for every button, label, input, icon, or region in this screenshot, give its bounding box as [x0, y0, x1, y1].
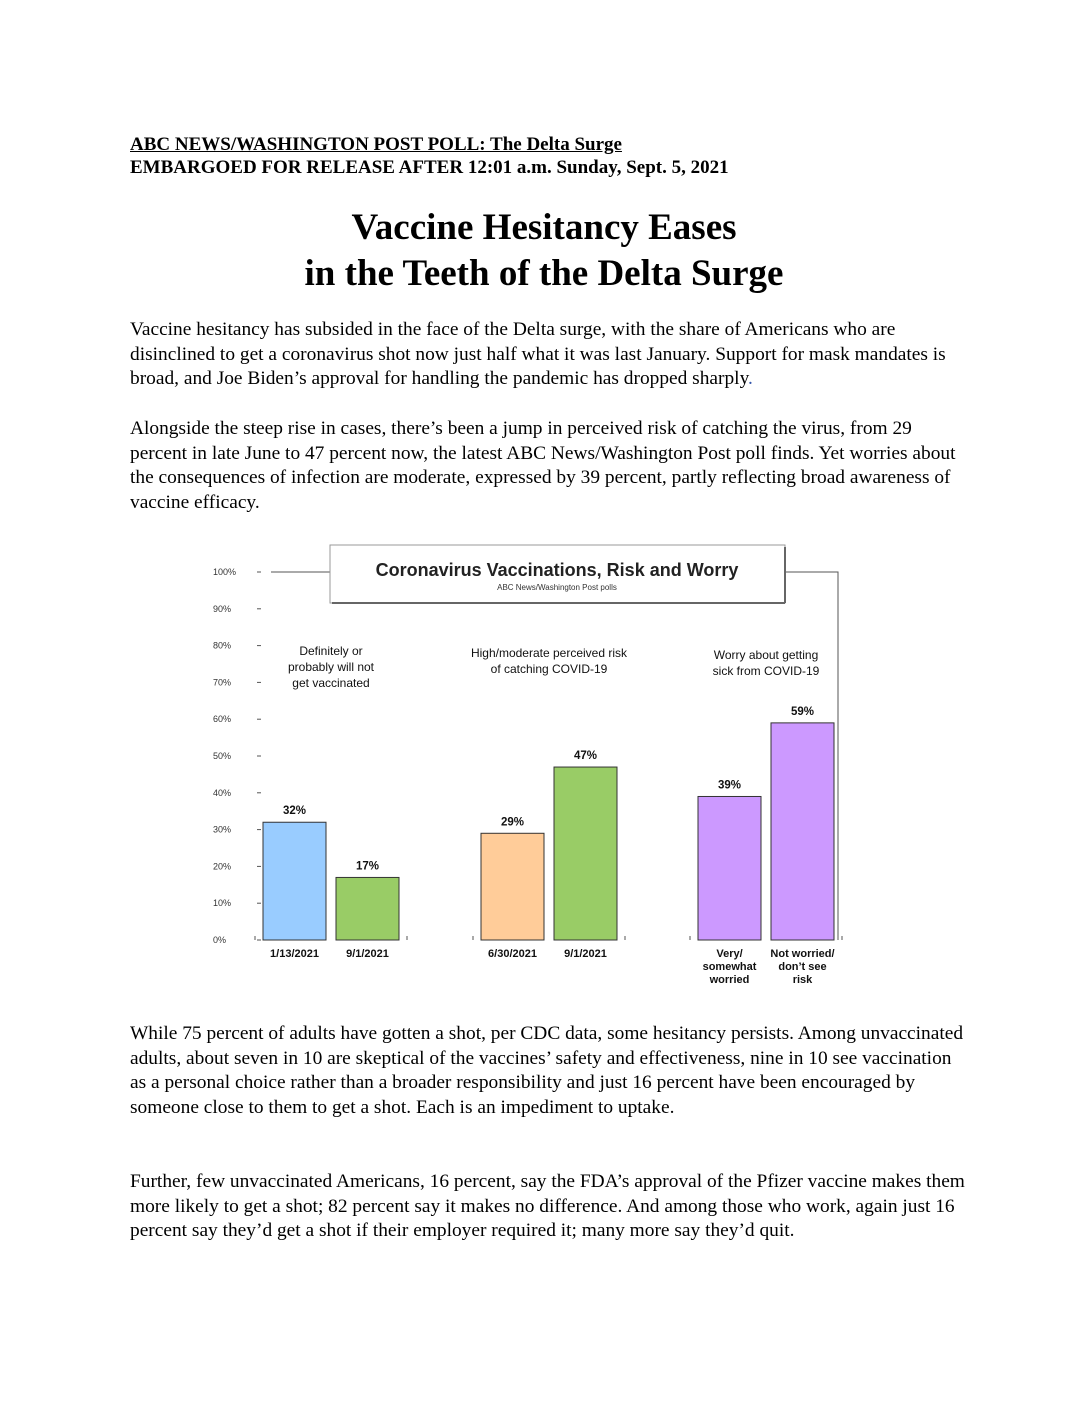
x-category-label: 6/30/2021	[488, 948, 537, 960]
y-tick-label: 20%	[213, 861, 232, 872]
group-label: Definitely or	[299, 644, 363, 658]
paragraph-1-text: Vaccine hesitancy has subsided in the face of the Delta surge, with the share of Americans who are disinclined to get a coronavirus shot now just half what it was last January. Support for mask mandates is broad, and Joe Biden’s approval for handling the pandemic has dropped sharply	[130, 319, 946, 390]
x-category-label: don’t see	[778, 961, 827, 973]
group-label: of catching COVID-19	[490, 662, 608, 676]
embargo-notice: EMBARGOED FOR RELEASE AFTER 12:01 a.m. Sunday, Sept. 5, 2021	[130, 157, 729, 178]
paragraph-1-end: .	[748, 368, 753, 390]
x-category-label: 9/1/2021	[564, 948, 607, 960]
bar-value-label: 29%	[500, 816, 525, 829]
x-category-label: 1/13/2021	[270, 948, 319, 960]
x-category-label: Not worried/	[770, 948, 835, 960]
y-tick-label: 100%	[213, 567, 237, 577]
group-label: get vaccinated	[292, 676, 370, 690]
paragraph-4: Further, few unvaccinated Americans, 16 percent, say the FDA’s approval of the Pfizer vaccine makes them more likely to get a shot; 82 percent say it makes no difference. And among those who work, again just 16 percent say they’d get a shot if their employer required it; many more say they’d quit.	[130, 1171, 965, 1242]
y-tick-label: 80%	[213, 640, 232, 651]
poll-name: ABC NEWS/WASHINGTON POST POLL: The Delta Surge	[130, 134, 622, 155]
group-label: High/moderate perceived risk	[470, 646, 628, 660]
group-label: sick from COVID-19	[712, 664, 820, 678]
bar	[698, 796, 761, 940]
bar-value-label: 39%	[717, 779, 742, 792]
bar	[554, 767, 617, 940]
y-tick-label: 60%	[213, 714, 232, 725]
y-tick-label: 10%	[213, 898, 232, 909]
bar-value-label: 47%	[573, 750, 598, 763]
release-header	[130, 133, 729, 179]
bar-value-label: 17%	[355, 860, 380, 873]
headline-line-2: in the Teeth of the Delta Surge	[304, 253, 784, 294]
chart-title: Coronavirus Vaccinations, Risk and Worry	[375, 560, 739, 580]
y-tick-label: 0%	[213, 935, 227, 945]
paragraph-3: While 75 percent of adults have gotten a shot, per CDC data, some hesitancy persists. Among unvaccinated adults, about seven in 10 are skeptical of the vaccines’ safety and effectiveness, nine in 10 see vaccination as a personal choice rather than a broader responsibility and just 16 percent have been encouraged by someone close to them to get a shot. Each is an impediment to uptake.	[130, 1023, 964, 1118]
x-category-label: Very/	[716, 948, 743, 960]
x-category-label: somewhat	[702, 961, 757, 973]
y-tick-label: 50%	[213, 751, 232, 761]
x-category-label: worried	[709, 974, 750, 986]
x-category-label: risk	[792, 974, 813, 986]
y-tick-label: 70%	[213, 677, 232, 688]
group-label: probably will not	[287, 660, 375, 674]
y-tick-label: 30%	[213, 824, 232, 835]
paragraph-2: Alongside the steep rise in cases, there’s been a jump in perceived risk of catching the virus, from 29 percent in late June to 47 percent now, the latest ABC News/Washington Post poll finds. Yet worries about the consequences of infection are moderate, expressed by 39 percent, partly reflecting broad awareness of vaccine efficacy.	[130, 418, 956, 513]
y-tick-label: 40%	[213, 787, 232, 798]
chart-svg	[195, 540, 855, 1000]
bar-value-label: 32%	[282, 805, 307, 818]
paragraph-1	[130, 318, 970, 392]
group-label: Worry about getting	[713, 648, 819, 662]
chart	[195, 540, 855, 1000]
chart-subtitle: ABC News/Washington Post polls	[497, 583, 617, 592]
x-category-label: 9/1/2021	[346, 948, 389, 960]
bar	[336, 877, 399, 940]
bar	[263, 822, 326, 940]
bar-value-label: 59%	[790, 705, 815, 718]
bar	[481, 833, 544, 940]
bar	[771, 723, 834, 940]
y-tick-label: 90%	[213, 603, 232, 614]
headline-line-1: Vaccine Hesitancy Eases	[351, 207, 737, 248]
headline	[0, 205, 1088, 297]
